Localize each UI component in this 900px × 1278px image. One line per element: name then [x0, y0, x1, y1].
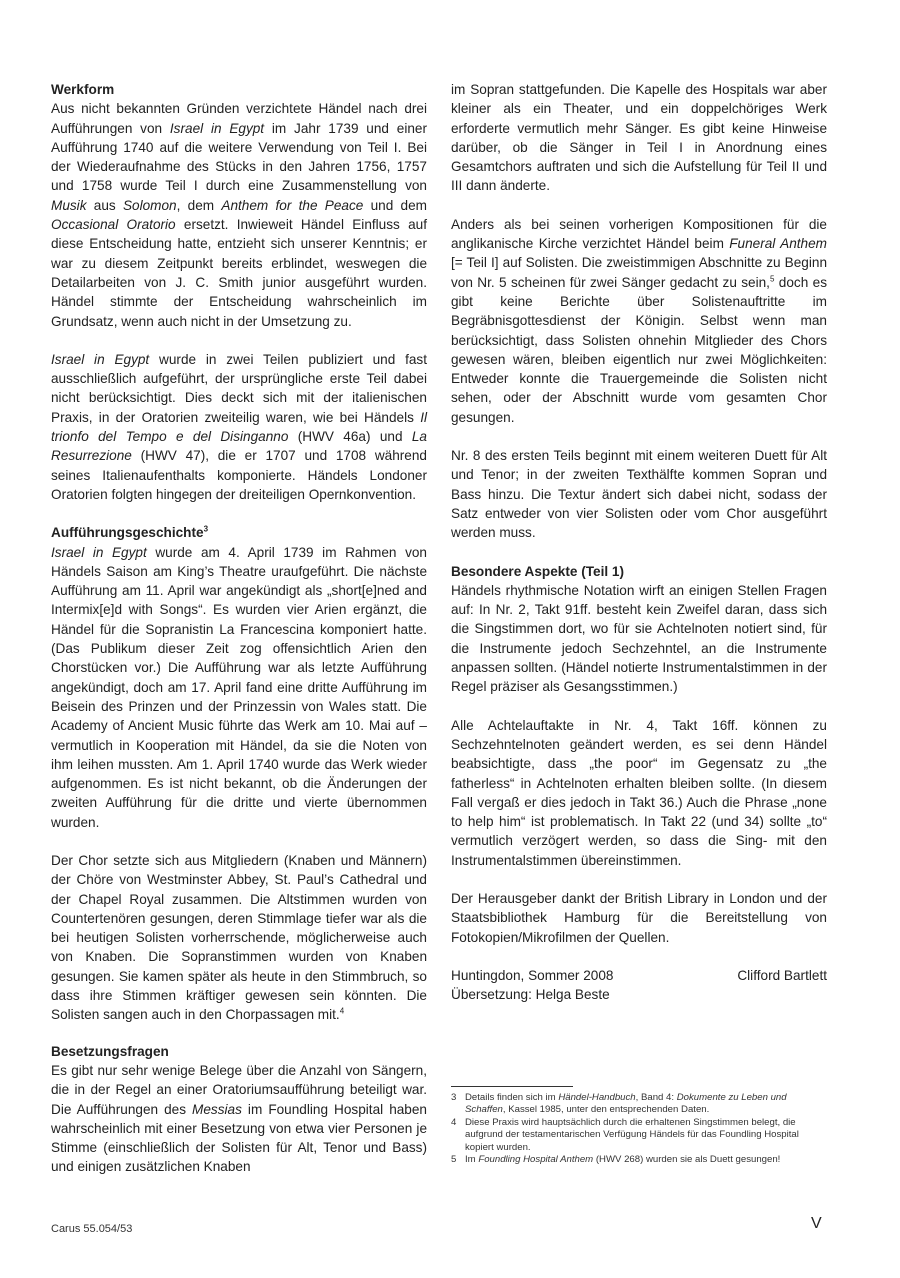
text-run: aus [86, 197, 123, 213]
text-run: wurde in zwei Teilen publiziert und fast ausschließlich aufgeführt, der ursprüngliche erste Teil dabei nicht berücksichtigt. Dies deckt sich mit der italienischen Praxis, in der Oratorien zweiteilig waren, wie bei Händels [51, 351, 427, 425]
italic-text: Solomon [122, 197, 177, 213]
signature-place-date: Huntingdon, Sommer 2008 [451, 967, 614, 983]
footnote-number: 5 [451, 1154, 457, 1166]
italic-text: Israel in Egypt [51, 351, 150, 367]
text-run: Diese Praxis wird hauptsächlich durch die erhaltenen Singstimmen belegt, die aufgrund der testamentarischen Verfügung Händels für das Foundling Hospital kopiert wurden. [465, 1116, 799, 1153]
italic-text: Funeral Anthem [729, 236, 827, 252]
text-run: (HWV 268) wurden sie als Duett gesungen! [593, 1154, 781, 1166]
text-run: Alle Achtelauftakte in Nr. 4, Takt 16ff. können zu Sechzehntelnoten geändert werden, es sei denn Händel beabsichtigte, dass „the poor“ im Gegensatz zu „the fatherless“ in Achtelnoten erhalten bleiben sollte. (In diesem Fall vergaß er dies jedoch in Takt 36.) Auch die Phrase „none to help him“ ist problematisch. In Takt 22 (und 34) sollte „to“ vermutlich verzögert werden, so dass die Sing- mit den Instrumentalstimmen übereinstimmen. [451, 717, 827, 868]
text-run: wurde am 4. April 1739 im Rahmen von Händels Saison am King’s Theatre uraufgeführt. Die nächste Aufführung am 11. April war angekündigt als „short[e]ned and Intermix[e]d with Songs“. Es wurden vier Arien ergänzt, die Händel für die Sopranistin La Francescina komponiert hatte. (Das Publikum dieser Zeit zog offensichtlich Arien den Chorstücken vor.) Die Aufführung war als letzte Aufführung angekündigt, doch am 17. April fand eine dritte Aufführung im Beisein des Prinzen und der Prinzessin von Wales statt. Die Academy of Ancient Music führte das Werk am 10. Mai auf – vermutlich in Kooperation mit Händel, da sie die Noten von ihm leihen mussten. Am 1. April 1740 wurde das Werk wieder aufgenommen. Es ist nicht bekannt, ob die Änderungen der zweiten Aufführung für die dritte und vierte übernommen wurden. [51, 544, 427, 830]
text-run: , Band 4: [635, 1092, 677, 1103]
footnote-ref: 5 [769, 274, 775, 284]
paragraph-werkform-1 [51, 99, 427, 331]
italic-text: Israel in Egypt [169, 120, 265, 136]
signature-row [451, 966, 827, 985]
text-run: [= Teil I] auf Solisten. Die zweistimmigen Abschnitte zu Beginn von Nr. 5 scheinen für zwei Sänger gedacht zu sein, [451, 255, 827, 290]
italic-text: La Resurrezione [51, 429, 427, 464]
footnote-rule [451, 1086, 573, 1087]
text-run: Es gibt nur sehr wenige Belege über die Anzahl von Sängern, die in der Regel an einer Oratoriumsaufführung beteiligt war. Die Aufführungen des [51, 1062, 427, 1117]
footnote-number: 4 [451, 1116, 457, 1128]
text-run: Der Chor setzte sich aus Mitgliedern (Knaben und Männern) der Chöre von Westminster Abbey, St. Paul’s Cathedral und der Chapel Royal zusammen. Die Altstimmen wurden von Countertenören gesungen, deren Stimmlage tiefer war als die bei heutigen Solisten vorherrschende, möglicherweise auch von Knaben. Die Sopranstimmen wurden von Knaben gesungen. Sie kamen später als heute in den Stimmbruch, so dass ihre Stimmen kräftiger gewesen sein könnten. Die Solisten sangen auch in den Chorpassagen mit. [51, 852, 427, 1023]
text-run: Im [465, 1154, 479, 1166]
italic-text: Il trionfo del Tempo e del Disinganno [51, 409, 427, 445]
paragraph-aspekte-2 [451, 716, 827, 870]
italic-text: Händel-Handbuch [558, 1092, 636, 1103]
paragraph-acknowledgement [451, 889, 827, 947]
text-run: Der Herausgeber dankt der British Library in London und der Staatsbibliothek Hamburg für die Bereitstellung von Fotokopien/Mikrofilmen der Quellen. [451, 890, 827, 945]
footnotes [451, 1086, 827, 1166]
text-run: im Sopran stattgefunden. Die Kapelle des Hospitals war aber kleiner als ein Theater, und ein doppelchöriges Werk erforderte vermutlich mehr Sänger. Es gibt keine Hinweise darüber, ob die Sänger in Teil I in Anordnung eines Gesamtchors auftraten und sich die Aufstellung für Teil II und III dann änderte. [451, 82, 827, 194]
text-run: , dem [176, 197, 222, 213]
left-column [51, 80, 427, 1177]
text-run: und dem [363, 197, 427, 213]
footnote-text [465, 1092, 827, 1117]
heading-besondere-aspekte: Besondere Aspekte (Teil 1) [451, 563, 624, 579]
text-run: Aus nicht bekannten Gründen verzichtete Händel nach drei Aufführungen von [51, 101, 427, 136]
translation-credit: Übersetzung: Helga Beste [451, 987, 610, 1003]
heading-auffuehrungsgeschichte-text: Aufführungsgeschichte [51, 525, 204, 541]
italic-text: Messias [192, 1101, 242, 1117]
italic-text: Foundling Hospital Anthem [478, 1154, 594, 1166]
text-run: doch es gibt keine Berichte über Solistenauftritte im Begräbnisgottesdienst der Königin. Selbst wenn man berücksichtigt, dass Solisten ohnehin Mitglieder des Chors gewesen wären, bleiben eigentlich nur zwei Möglichkeiten: Entweder konnte die Trauergemeinde die Solisten nicht sehen, oder der Abschnitt wurde vom gesamten Chor gesungen. [451, 274, 828, 425]
footnote-ref: 4 [339, 1006, 345, 1016]
paragraph-besetzung-2 [451, 80, 827, 196]
text-run: ersetzt. Inwieweit Händel Einfluss auf diese Entscheidung hatte, entzieht sich unserer Kenntnis; er war zu diesem Zeitpunkt bereits erblindet, weswegen die Detailarbeiten von J. C. Smith junior ausgeführt wurden. Händel stimmte der Entscheidung wahrscheinlich im Grundsatz, wenn auch nicht in der Umsetzung zu. [51, 217, 427, 329]
signature-author: Clifford Bartlett [737, 967, 827, 983]
paragraph-aspekte-1 [451, 581, 827, 697]
italic-text: Musik [51, 197, 87, 213]
italic-text: Dokumente zu Leben und Schaffen [465, 1092, 787, 1116]
text-run: , Kassel 1985, unter den entsprechenden Daten. [502, 1104, 710, 1116]
italic-text: Anthem for the Peace [221, 197, 364, 213]
footnote-ref-3: 3 [203, 524, 209, 534]
paragraph-auffuehrung-2 [51, 851, 427, 1025]
heading-werkform: Werkform [51, 82, 115, 97]
text-run: (HWV 46a) und [288, 429, 412, 445]
heading-auffuehrungsgeschichte [51, 523, 427, 542]
text-run: Nr. 8 des ersten Teils beginnt mit einem weiteren Duett für Alt und Tenor; in der zweiten Texthälfte kommen Sopran und Bass hinzu. Die Textur ändert sich dabei nicht, sodass der Satz entweder von vier Solisten oder vom Chor ausgeführt werden muss. [451, 448, 827, 541]
text-run: im Foundling Hospital haben wahrscheinlich mit einer Besetzung von etwa vier Personen je Stimme (einschließlich der Solisten für Alt, Tenor und Bass) und einigen zusätzlichen Knaben [51, 1101, 427, 1175]
paragraph-werkform-2 [51, 350, 427, 504]
text-run: Anders als bei seinen vorherigen Kompositionen für die anglikanische Kirche verzichtet Händel beim [451, 216, 827, 252]
paragraph-auffuehrung-1 [51, 543, 427, 832]
footnote-number: 3 [451, 1092, 457, 1103]
text-run: im Jahr 1739 und einer Aufführung 1740 auf die weitere Verwendung von Teil I. Bei der Wiederaufnahme des Stücks in den Jahren 1756, 1757 und 1758 wurde Teil I durch eine Zusammenstellung von [51, 120, 428, 194]
footnote-5 [451, 1154, 827, 1166]
heading-besetzungsfragen: Besetzungsfragen [51, 1043, 169, 1059]
italic-text: Occasional Oratorio [51, 217, 176, 233]
footnote-text [465, 1154, 827, 1166]
paragraph-besetzung-4 [451, 446, 827, 542]
italic-text: Israel in Egypt [51, 544, 147, 560]
page-number: V [811, 1215, 822, 1232]
footnote-text [465, 1117, 827, 1154]
text-run: Details finden sich im [465, 1092, 559, 1103]
paragraph-besetzung-1 [51, 1061, 427, 1177]
right-column [451, 80, 827, 1004]
text-run: Händels rhythmische Notation wirft an einigen Stellen Fragen auf: In Nr. 2, Takt 91ff. besteht kein Zweifel daran, dass sich die Singstimmen dort, wo für sie Achtelnoten notiert sind, für die Instrumente jedoch Sechzehntel, an die Instrumente anpassen sollten. (Händel notierte Instrumentalstimmen in der Regel präziser als Gesangsstimmen.) [451, 582, 827, 695]
text-run: (HWV 47), die er 1707 und 1708 während seines Italienaufenthalts komponierte. Händels Londoner Oratorien folgten hingegen der dreiteiligen Opernkonvention. [51, 448, 427, 502]
footnote-3 [451, 1092, 827, 1117]
catalog-number: Carus 55.054/53 [51, 1223, 133, 1235]
paragraph-besetzung-3 [451, 215, 827, 427]
footnote-4 [451, 1117, 827, 1154]
